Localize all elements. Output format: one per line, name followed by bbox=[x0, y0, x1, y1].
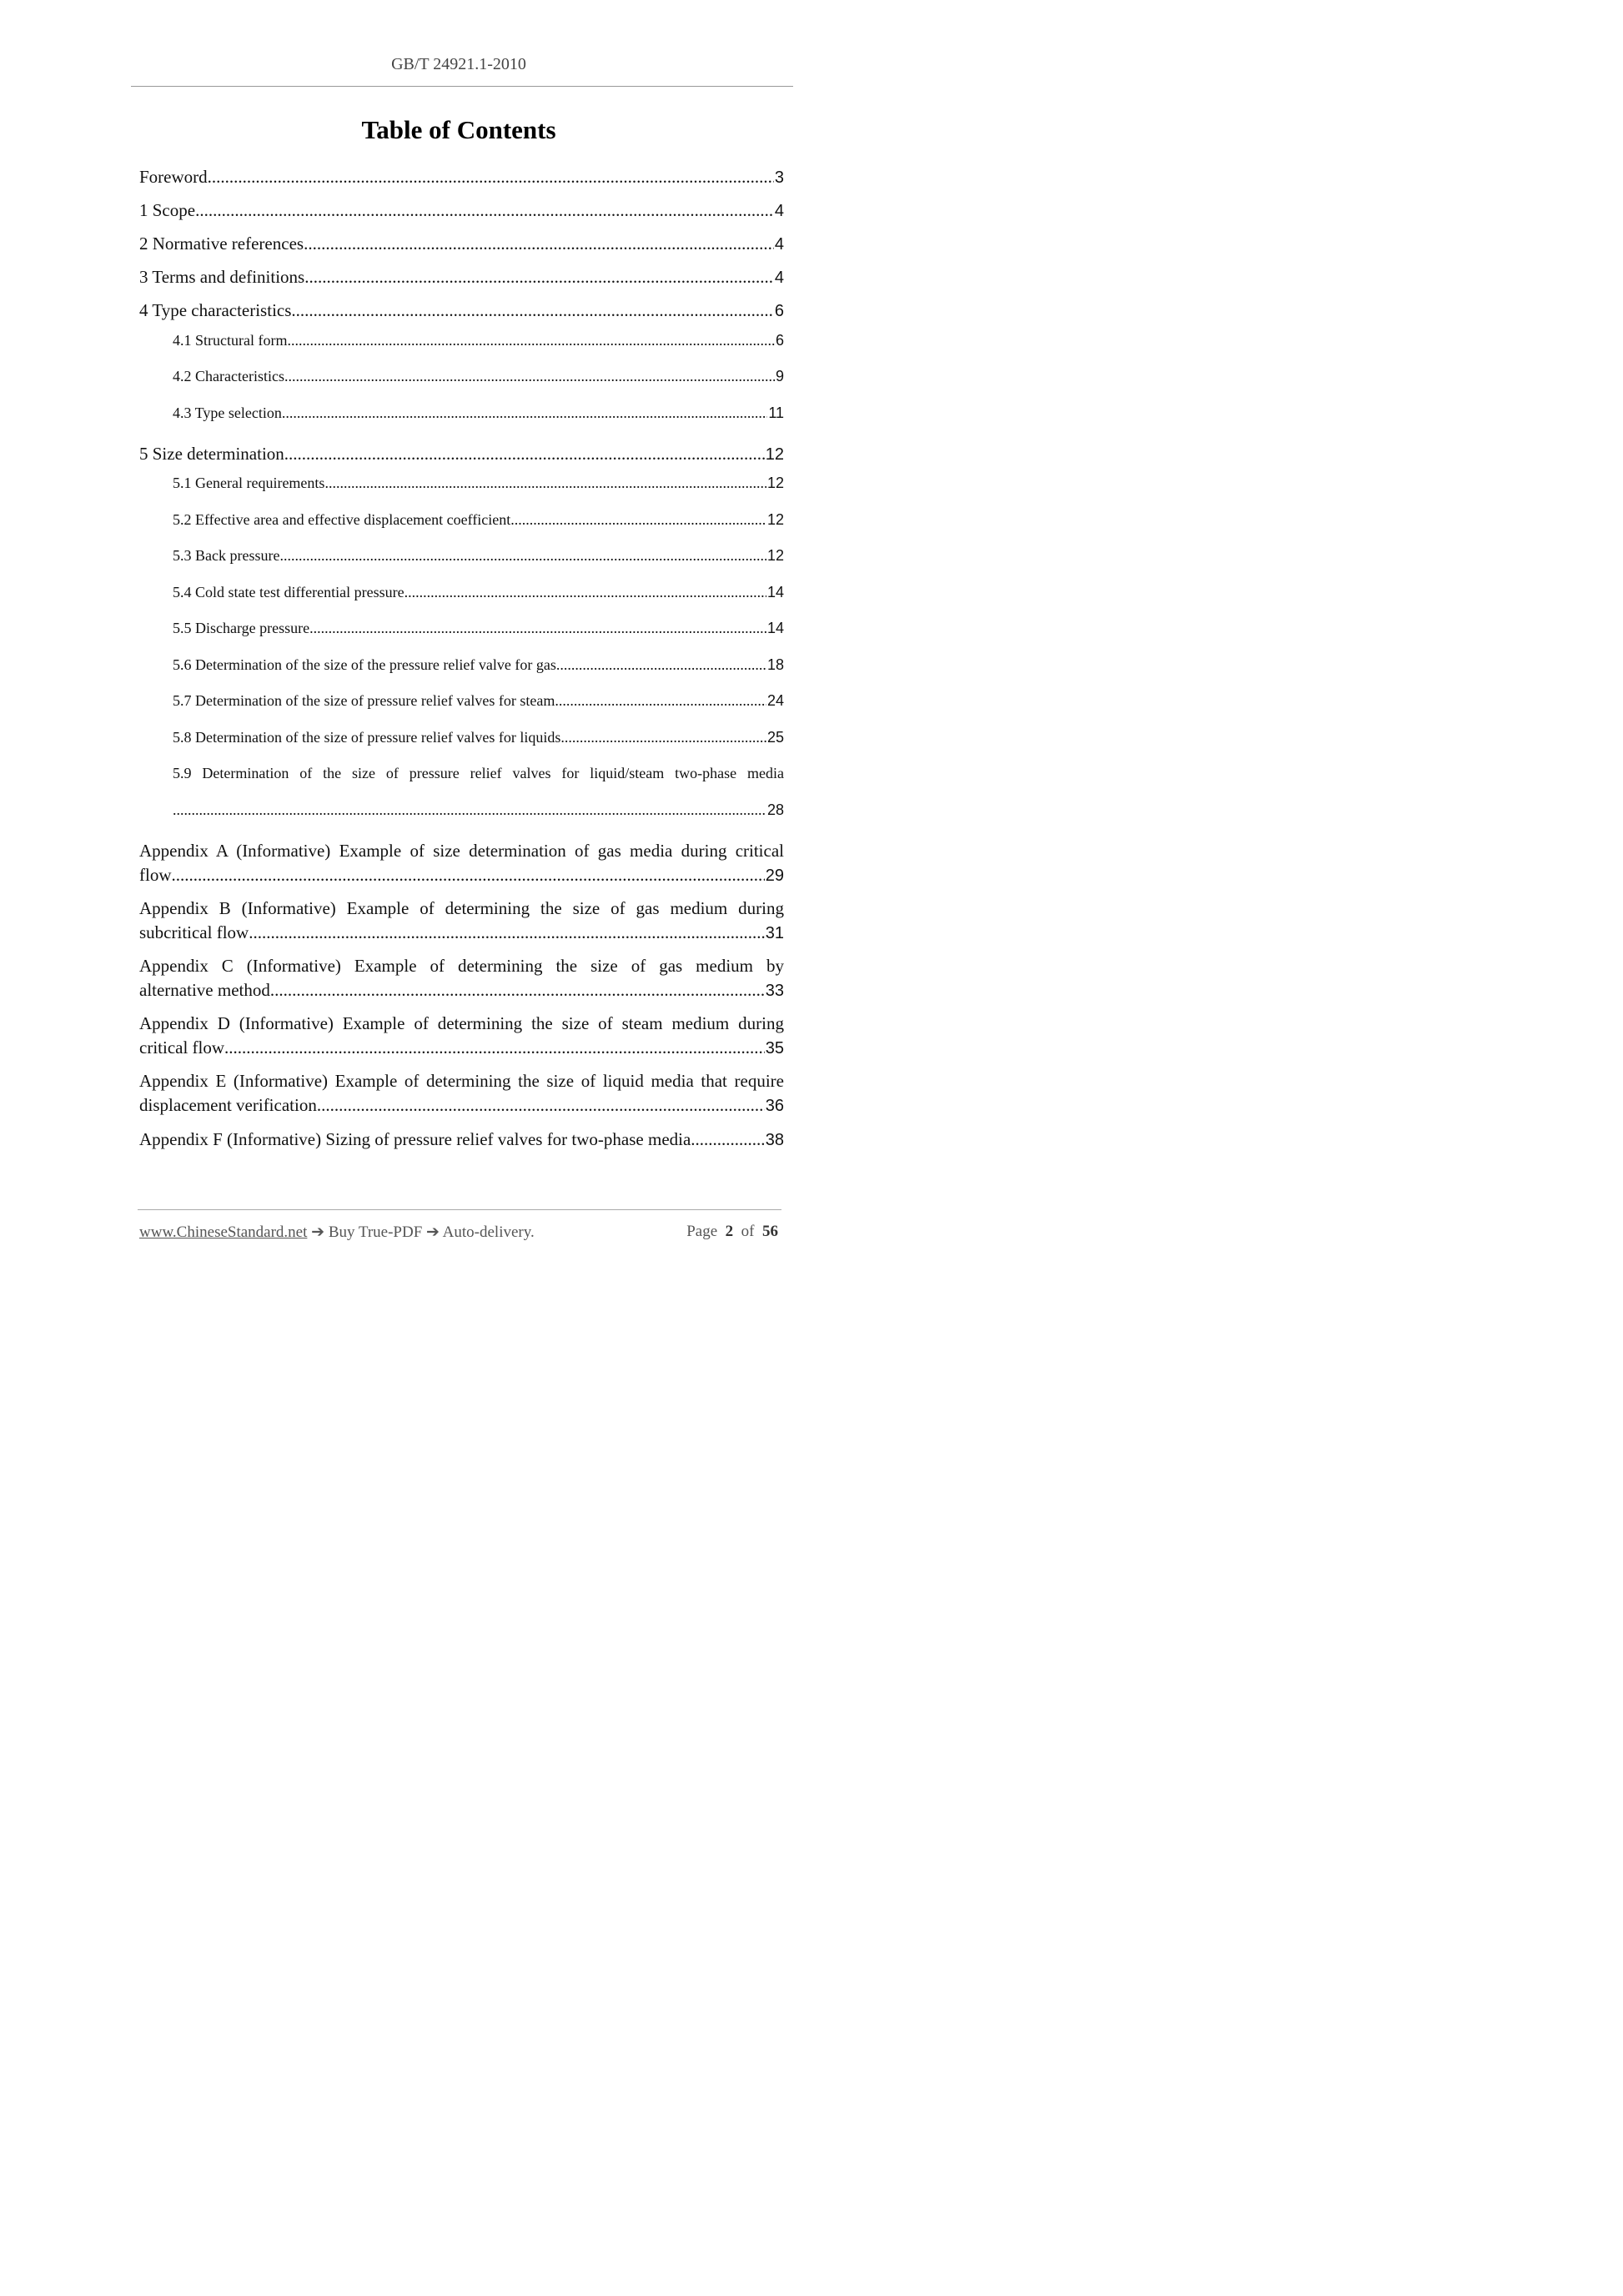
dot-leader bbox=[324, 475, 766, 492]
toc-entry-structural-form[interactable] bbox=[173, 332, 784, 349]
dot-leader bbox=[270, 980, 765, 1001]
document-code: GB/T 24921.1-2010 bbox=[391, 55, 526, 73]
dot-leader bbox=[172, 865, 765, 886]
dot-leader bbox=[309, 620, 766, 637]
toc-entry-page: 4 bbox=[774, 269, 784, 287]
dot-leader bbox=[287, 332, 775, 349]
toc-entry-appendix-f[interactable] bbox=[139, 1129, 784, 1150]
toc-entry-appendix-a-line2[interactable] bbox=[139, 865, 784, 886]
toc-entry-label: Foreword bbox=[139, 167, 208, 187]
toc-entry-type-selection[interactable] bbox=[173, 404, 784, 422]
toc-entry-page: 6 bbox=[774, 302, 784, 320]
toc-entry-label: 5.6 Determination of the size of the pressure relief valve for gas bbox=[173, 656, 556, 673]
current-page: 2 bbox=[725, 1223, 734, 1240]
toc-entry-label: Appendix F (Informative) Sizing of pressure relief valves for two-phase media bbox=[139, 1129, 691, 1149]
dot-leader bbox=[291, 300, 773, 321]
toc-entry-appendix-e-line2[interactable] bbox=[139, 1095, 784, 1116]
toc-entry-page: 9 bbox=[775, 368, 784, 384]
toc-entry-label: alternative method bbox=[139, 980, 270, 1000]
toc-entry-label: 4.1 Structural form bbox=[173, 332, 288, 349]
toc-entry-appendix-d-line1[interactable]: Appendix D (Informative) Example of determining the size of steam medium during bbox=[139, 1013, 784, 1033]
toc-entry-normative-references[interactable] bbox=[139, 234, 784, 254]
dot-leader bbox=[195, 200, 774, 221]
toc-entry-foreword[interactable] bbox=[139, 167, 784, 188]
toc-entry-back-pressure[interactable] bbox=[173, 547, 784, 565]
toc-entry-label: 4.2 Characteristics bbox=[173, 368, 284, 384]
dot-leader bbox=[284, 444, 765, 465]
toc-entry-page: 12 bbox=[765, 445, 784, 464]
toc-entry-page: 29 bbox=[765, 867, 784, 885]
of-word: of bbox=[741, 1223, 755, 1240]
auto-delivery-text: Auto-delivery. bbox=[442, 1223, 535, 1241]
arrow-icon: ➔ bbox=[311, 1223, 325, 1241]
toc-entry-appendix-b-line1[interactable]: Appendix B (Informative) Example of determining the size of gas medium during bbox=[139, 898, 784, 918]
dot-leader bbox=[304, 234, 774, 254]
toc-entry-label: 5.7 Determination of the size of pressure relief valves for steam bbox=[173, 692, 555, 709]
dot-leader bbox=[304, 267, 774, 288]
toc-entry-page: 35 bbox=[765, 1039, 784, 1058]
dot-leader bbox=[404, 584, 766, 601]
toc-entry-label: subcritical flow bbox=[139, 922, 249, 942]
toc-entry-general-requirements[interactable] bbox=[173, 475, 784, 492]
toc-entry-page: 31 bbox=[765, 924, 784, 942]
website-link[interactable]: www.ChineseStandard.net bbox=[139, 1223, 308, 1241]
page-indicator bbox=[686, 1223, 778, 1242]
toc-entry-two-phase-line2[interactable] bbox=[173, 801, 784, 819]
arrow-icon: ➔ bbox=[426, 1223, 440, 1241]
toc-entry-page: 12 bbox=[766, 475, 784, 491]
toc-entry-page: 14 bbox=[766, 584, 784, 600]
toc-entry-label: 5.3 Back pressure bbox=[173, 547, 280, 564]
footer-left bbox=[139, 1223, 535, 1242]
toc-entry-scope[interactable] bbox=[139, 200, 784, 221]
toc-entry-label: 1 Scope bbox=[139, 200, 196, 220]
toc-entry-page: 12 bbox=[766, 547, 784, 564]
toc-entry-page: 3 bbox=[774, 168, 784, 187]
toc-entry-size-determination[interactable] bbox=[139, 444, 784, 465]
dot-leader bbox=[691, 1129, 764, 1150]
toc-entry-page: 25 bbox=[766, 729, 784, 746]
total-pages: 56 bbox=[762, 1223, 778, 1240]
toc-entry-effective-area[interactable] bbox=[173, 511, 784, 529]
toc-entry-label: 5 Size determination bbox=[139, 444, 284, 464]
toc-entry-label: 5.5 Discharge pressure bbox=[173, 620, 310, 636]
toc-entry-page: 4 bbox=[774, 235, 784, 254]
toc-entry-label: 2 Normative references bbox=[139, 234, 304, 254]
toc-title: Table of Contents bbox=[361, 115, 556, 144]
toc-entry-label: 4 Type characteristics bbox=[139, 300, 292, 320]
toc-entry-characteristics[interactable] bbox=[173, 368, 784, 385]
toc-entry-page: 24 bbox=[766, 692, 784, 709]
footer-divider bbox=[138, 1209, 781, 1210]
toc-entry-page: 36 bbox=[765, 1097, 784, 1115]
toc-entry-page: 38 bbox=[765, 1131, 784, 1149]
dot-leader bbox=[321, 1095, 765, 1116]
toc-entry-size-steam[interactable] bbox=[173, 692, 784, 710]
toc-entry-discharge-pressure[interactable] bbox=[173, 620, 784, 637]
toc-entry-label: 4.3 Type selection bbox=[173, 404, 282, 421]
toc-entry-label: 5.8 Determination of the size of pressure relief valves for liquids bbox=[173, 729, 561, 746]
toc-entry-label: flow bbox=[139, 865, 172, 885]
toc-entry-terms-definitions[interactable] bbox=[139, 267, 784, 288]
dot-leader bbox=[282, 404, 767, 422]
toc-entry-page: 33 bbox=[765, 982, 784, 1000]
toc-entry-page: 4 bbox=[774, 202, 784, 220]
toc-entry-page: 12 bbox=[766, 511, 784, 528]
page-footer bbox=[139, 1223, 778, 1242]
toc-list bbox=[0, 0, 917, 1298]
toc-entry-page: 18 bbox=[766, 656, 784, 673]
toc-entry-two-phase-line1[interactable]: 5.9 Determination of the size of pressure relief valves for liquid/steam two-phase media bbox=[173, 765, 784, 781]
toc-entry-type-characteristics[interactable] bbox=[139, 300, 784, 321]
page-word: Page bbox=[686, 1223, 718, 1240]
dot-leader bbox=[560, 729, 766, 746]
toc-entry-appendix-b-line2[interactable] bbox=[139, 922, 784, 943]
toc-entry-label: 5.1 General requirements bbox=[173, 475, 325, 491]
dot-leader bbox=[556, 656, 766, 674]
dot-leader bbox=[173, 801, 766, 819]
toc-entry-label: critical flow bbox=[139, 1037, 225, 1058]
toc-entry-appendix-c-line2[interactable] bbox=[139, 980, 784, 1001]
toc-entry-page: 11 bbox=[768, 404, 784, 421]
dot-leader bbox=[208, 167, 774, 188]
dot-leader bbox=[555, 692, 766, 710]
dot-leader bbox=[279, 547, 766, 565]
toc-entry-page: 6 bbox=[775, 332, 784, 349]
dot-leader bbox=[510, 511, 766, 529]
toc-entry-page: 14 bbox=[766, 620, 784, 636]
toc-entry-label: 5.2 Effective area and effective displacement coefficient bbox=[173, 511, 511, 528]
toc-entry-label: 5.4 Cold state test differential pressure bbox=[173, 584, 404, 600]
toc-entry-appendix-d-line2[interactable] bbox=[139, 1037, 784, 1058]
dot-leader bbox=[284, 368, 775, 385]
toc-entry-label: 3 Terms and definitions bbox=[139, 267, 305, 287]
toc-entry-page: 28 bbox=[766, 801, 784, 818]
toc-entry-appendix-e-line1[interactable]: Appendix E (Informative) Example of determining the size of liquid media that require bbox=[139, 1071, 784, 1091]
toc-entry-label: displacement verification. bbox=[139, 1095, 322, 1115]
dot-leader bbox=[224, 1037, 765, 1058]
toc-entry-appendix-a-line1[interactable]: Appendix A (Informative) Example of size determination of gas media during critical bbox=[139, 841, 784, 861]
toc-entry-cold-state-test[interactable] bbox=[173, 584, 784, 601]
dot-leader bbox=[249, 922, 765, 943]
toc-entry-size-liquids[interactable] bbox=[173, 729, 784, 746]
buy-pdf-text: Buy True-PDF bbox=[328, 1223, 423, 1241]
toc-entry-size-gas[interactable] bbox=[173, 656, 784, 674]
toc-entry-appendix-c-line1[interactable]: Appendix C (Informative) Example of determining the size of gas medium by bbox=[139, 956, 784, 976]
